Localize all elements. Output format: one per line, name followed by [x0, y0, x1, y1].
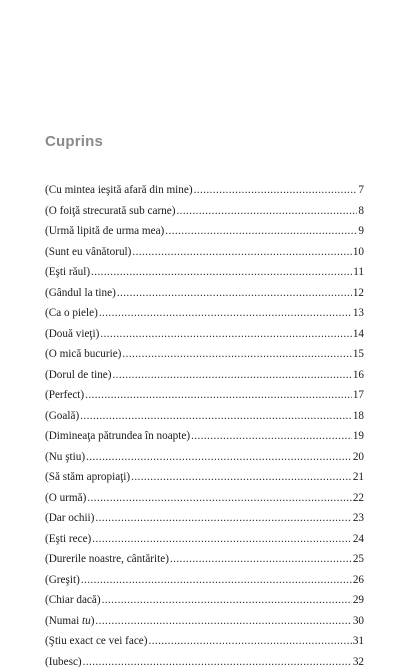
- toc-entry[interactable]: [45, 303, 364, 324]
- toc-entry[interactable]: [45, 508, 364, 529]
- toc-entry-page: 17: [353, 385, 364, 406]
- toc-entry-title: (Dimineaţa pătrundea în noapte): [45, 426, 190, 447]
- table-of-contents: [45, 180, 364, 672]
- toc-entry[interactable]: [45, 590, 364, 611]
- toc-entry[interactable]: [45, 324, 364, 345]
- toc-leader-dots: [100, 324, 351, 345]
- toc-entry-title: (Dorul de tine): [45, 365, 111, 386]
- toc-entry-page: 8: [358, 201, 364, 222]
- toc-entry-title: (Urmă lipită de urma mea): [45, 221, 164, 242]
- toc-entry[interactable]: [45, 406, 364, 427]
- toc-entry[interactable]: [45, 467, 364, 488]
- toc-entry[interactable]: [45, 611, 364, 632]
- toc-entry-title: (Perfect): [45, 385, 84, 406]
- toc-entry[interactable]: [45, 201, 364, 222]
- toc-entry-page: 25: [353, 549, 364, 570]
- toc-leader-dots: [176, 201, 357, 222]
- toc-entry-page: 11: [353, 262, 364, 283]
- toc-leader-dots: [87, 488, 351, 509]
- toc-entry[interactable]: [45, 365, 364, 386]
- toc-entry[interactable]: [45, 447, 364, 468]
- toc-entry-page: 21: [353, 467, 364, 488]
- toc-leader-dots: [102, 590, 352, 611]
- toc-entry-title: (Ştiu exact ce vei face): [45, 631, 148, 652]
- toc-leader-dots: [91, 262, 352, 283]
- toc-leader-dots: [112, 365, 351, 386]
- toc-entry-title: (Eşti rece): [45, 529, 91, 550]
- toc-entry-title: (Cu mintea ieşită afară din mine): [45, 180, 193, 201]
- toc-entry-page: 18: [353, 406, 364, 427]
- toc-entry-title: (Durerile noastre, cântărite): [45, 549, 169, 570]
- toc-entry-page: 9: [358, 221, 364, 242]
- toc-entry-page: 23: [353, 508, 364, 529]
- toc-entry-title: (Sunt eu vânătorul): [45, 242, 131, 263]
- toc-entry-page: 20: [353, 447, 364, 468]
- toc-entry[interactable]: [45, 549, 364, 570]
- toc-entry[interactable]: [45, 344, 364, 365]
- toc-leader-dots: [165, 221, 357, 242]
- toc-entry-title: (Iubesc): [45, 652, 82, 672]
- toc-entry[interactable]: [45, 426, 364, 447]
- toc-entry-title: (O mică bucurie): [45, 344, 121, 365]
- toc-entry-title: (Nu ştiu): [45, 447, 85, 468]
- toc-entry-page: 10: [353, 242, 364, 263]
- toc-entry-page: 29: [353, 590, 364, 611]
- toc-entry-title: (O foiţă strecurată sub carne): [45, 201, 175, 222]
- toc-leader-dots: [80, 406, 352, 427]
- toc-leader-dots: [99, 303, 352, 324]
- toc-entry-title: (Dar ochii): [45, 508, 94, 529]
- toc-entry-title: (Chiar dacă): [45, 590, 101, 611]
- toc-entry-page: 14: [353, 324, 364, 345]
- toc-entry-title: (Greşit): [45, 570, 80, 591]
- toc-leader-dots: [85, 385, 352, 406]
- toc-entry-page: 31: [353, 631, 364, 652]
- toc-entry-page: 16: [353, 365, 364, 386]
- toc-entry-title: (Goală): [45, 406, 79, 427]
- toc-leader-dots: [81, 570, 352, 591]
- toc-entry-title: (Două vieţi): [45, 324, 99, 345]
- toc-entry[interactable]: [45, 570, 364, 591]
- toc-leader-dots: [149, 631, 352, 652]
- page-title: Cuprins: [45, 133, 103, 150]
- toc-leader-dots: [122, 344, 351, 365]
- toc-entry-page: 22: [353, 488, 364, 509]
- toc-entry[interactable]: [45, 488, 364, 509]
- toc-entry-title: (Numai tu): [45, 611, 94, 632]
- toc-entry-title: (Eşti răul): [45, 262, 90, 283]
- toc-leader-dots: [131, 467, 352, 488]
- toc-entry[interactable]: [45, 283, 364, 304]
- toc-entry[interactable]: [45, 180, 364, 201]
- toc-entry-page: 19: [353, 426, 364, 447]
- toc-entry-title: (Să stăm apropiaţi): [45, 467, 130, 488]
- toc-entry-page: 32: [353, 652, 364, 672]
- toc-entry[interactable]: [45, 242, 364, 263]
- toc-entry-page: 26: [353, 570, 364, 591]
- toc-leader-dots: [83, 652, 352, 672]
- toc-entry[interactable]: [45, 262, 364, 283]
- toc-leader-dots: [95, 508, 351, 529]
- toc-leader-dots: [132, 242, 351, 263]
- toc-entry[interactable]: [45, 385, 364, 406]
- toc-entry[interactable]: [45, 652, 364, 672]
- toc-entry[interactable]: [45, 631, 364, 652]
- toc-entry-page: 30: [353, 611, 364, 632]
- toc-entry[interactable]: [45, 221, 364, 242]
- toc-entry-page: 24: [353, 529, 364, 550]
- toc-entry-title: (Gândul la tine): [45, 283, 116, 304]
- toc-entry-page: 13: [353, 303, 364, 324]
- toc-leader-dots: [95, 611, 351, 632]
- toc-leader-dots: [194, 180, 358, 201]
- toc-entry-title: (Ca o piele): [45, 303, 98, 324]
- toc-leader-dots: [170, 549, 352, 570]
- toc-leader-dots: [191, 426, 352, 447]
- toc-entry-page: 7: [358, 180, 364, 201]
- toc-entry-page: 15: [353, 344, 364, 365]
- toc-leader-dots: [92, 529, 352, 550]
- toc-leader-dots: [86, 447, 352, 468]
- toc-entry-title: (O urmă): [45, 488, 86, 509]
- toc-entry-page: 12: [353, 283, 364, 304]
- toc-leader-dots: [117, 283, 352, 304]
- toc-entry[interactable]: [45, 529, 364, 550]
